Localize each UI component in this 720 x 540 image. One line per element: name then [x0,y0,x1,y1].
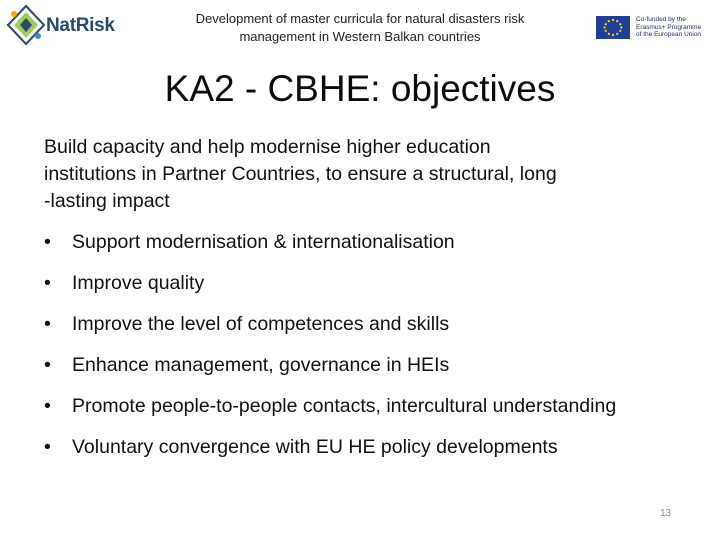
list-item-text: Improve quality [72,272,205,294]
bullet-icon: • [44,395,51,417]
list-item [44,229,694,256]
list-item [44,434,694,461]
header-subtitle [180,10,540,46]
list-item [44,270,694,297]
natrisk-emblem-icon [6,4,46,46]
intro-line-1: Build capacity and help modernise higher education [44,136,491,158]
list-item-text: Enhance management, governance in HEIs [72,354,450,376]
list-item-text: Improve the level of competences and skills [72,313,450,335]
erasmus-logo [596,16,712,40]
intro-line-3: -lasting impact [44,190,170,212]
objectives-list [44,229,694,475]
list-item-text: Promote people-to-people contacts, intercultural understanding [72,395,617,417]
eu-text-line-3: of the European Union [636,31,702,39]
list-item-text: Voluntary convergence with EU HE policy developments [72,436,558,458]
bullet-icon: • [44,272,51,294]
eu-flag-icon [596,16,630,39]
header-line-2: management in Western Balkan countries [239,29,481,44]
bullet-icon: • [44,354,51,376]
intro-paragraph [44,134,694,215]
slide-title: KA2 - CBHE: objectives [164,68,556,109]
intro-line-2: institutions in Partner Countries, to ensure a structural, long [44,163,557,185]
natrisk-logo [6,4,116,46]
logo-wordmark: NatRisk [46,15,115,36]
list-item-text: Support modernisation & internationalisation [72,231,455,253]
eu-text-line-2: Erasmus+ Programme [636,23,702,31]
erasmus-text [636,16,712,39]
eu-text-line-1: Co-funded by the [636,16,686,23]
list-item [44,352,694,379]
bullet-icon: • [44,231,51,253]
list-item [44,311,694,338]
page-number: 13 [660,508,672,519]
bullet-icon: • [44,436,51,458]
list-item [44,393,632,420]
header-line-1: Development of master curricula for natural disasters risk [195,11,525,26]
bullet-icon: • [44,313,51,335]
